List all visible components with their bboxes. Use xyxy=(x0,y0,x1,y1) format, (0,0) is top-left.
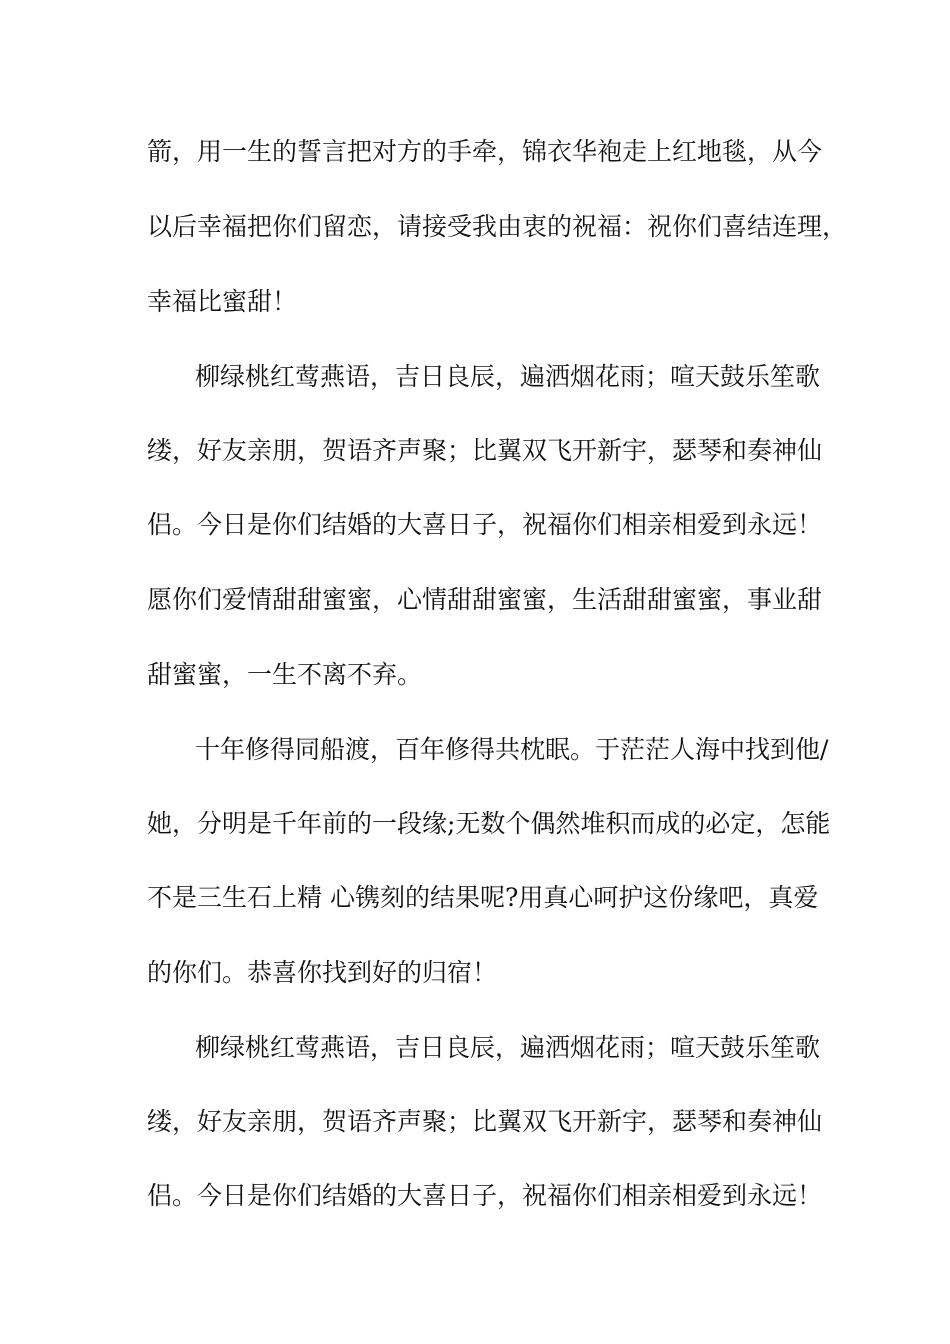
text-line: 缕，好友亲朋，贺语齐声聚；比翼双飞开新宇，瑟琴和奏神仙 xyxy=(147,436,823,465)
text-line: 甜蜜蜜，一生不离不弃。 xyxy=(147,660,423,689)
text-line: 幸福比蜜甜！ xyxy=(147,287,298,316)
text-line: 以后幸福把你们留恋，请接受我由衷的祝福：祝你们喜结连理， xyxy=(147,212,848,241)
text-line: 她，分明是千年前的一段缘;无数个偶然堆积而成的必定，怎能 xyxy=(147,809,831,838)
text-line: 愿你们爱情甜甜蜜蜜，心情甜甜蜜蜜，生活甜甜蜜蜜，事业甜 xyxy=(147,585,823,614)
text-line: 箭，用一生的誓言把对方的手牵，锦衣华袍走上红地毯，从今 xyxy=(147,137,823,166)
text-line: 的你们。恭喜你找到好的归宿！ xyxy=(147,958,498,987)
paragraph-first-line: 柳绿桃红莺燕语，吉日良辰，遍洒烟花雨；喧天鼓乐笙歌 xyxy=(195,1033,821,1062)
paragraph-first-line: 十年修得同船渡，百年修得共枕眠。于茫茫人海中找到他/ xyxy=(195,735,829,764)
paragraph-first-line: 柳绿桃红莺燕语，吉日良辰，遍洒烟花雨；喧天鼓乐笙歌 xyxy=(195,362,821,391)
text-line: 缕，好友亲朋，贺语齐声聚；比翼双飞开新宇，瑟琴和奏神仙 xyxy=(147,1107,823,1136)
text-line: 不是三生石上精 心镌刻的结果呢?用真心呵护这份缘吧，真爱 xyxy=(147,883,819,912)
text-line: 侣。今日是你们结婚的大喜日子，祝福你们相亲相爱到永远！ xyxy=(147,510,823,539)
text-line: 侣。今日是你们结婚的大喜日子，祝福你们相亲相爱到永远！ xyxy=(147,1181,823,1210)
